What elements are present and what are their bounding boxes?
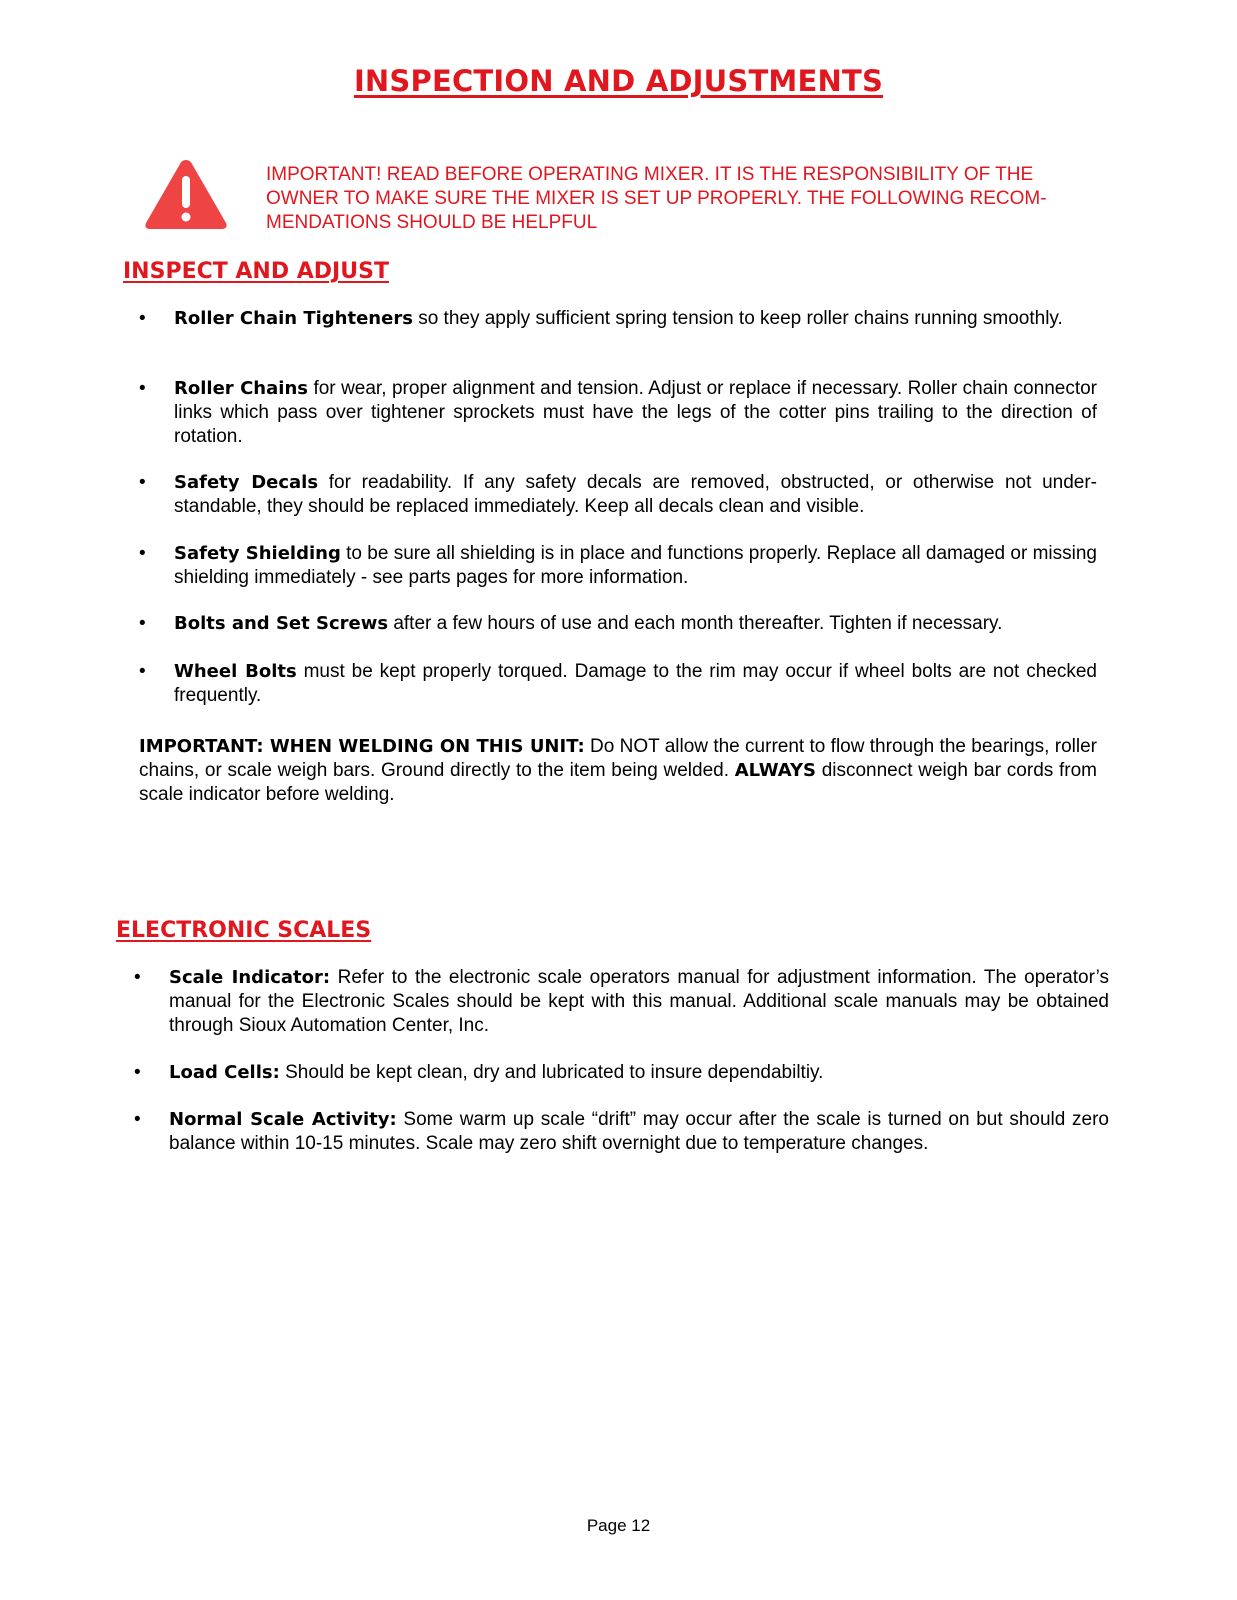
list-item: • Wheel Bolts must be kept properly torqued. Damage to the rim may occur if wheel bolts are not checked frequently. (139, 661, 1097, 706)
list-item: • Normal Scale Activity: Some warm up scale “drift” may occur after the scale is turned on but should zero balance within 10-15 minutes. Scale may zero shift overnight due to temperature changes. (134, 1109, 1109, 1154)
scales-heading: ELECTRONIC SCALES (116, 918, 372, 943)
list-item: • Bolts and Set Screws after a few hours of use and each month thereafter. Tighten if necessary. (139, 613, 1003, 634)
list-item: • Safety Shielding to be sure all shielding is in place and functions properly. Replace all damaged or missing shielding immediately - see parts pages for more information. (139, 543, 1097, 588)
page-number: Page 12 (586, 1516, 651, 1535)
welding-notice: IMPORTANT: WHEN WELDING ON THIS UNIT: Do NOT allow the current to flow through the bearings, roller chains, or scale weigh bars. Ground directly to the item being welded. ALWAYS disconnect weigh bar cords from scale indicator before welding. (139, 736, 1097, 805)
page-title: INSPECTION AND ADJUSTMENTS (353, 64, 884, 98)
list-item: • Roller Chains for wear, proper alignment and tension. Adjust or replace if necessary. Roller chain connector links which pass over tightener sprockets must have the legs of the cotter pins trailing to the direction of rotation. (139, 378, 1097, 447)
list-item: • Scale Indicator: Refer to the electronic scale operators manual for adjustment information. The operator’s manual for the Electronic Scales should be kept with this manual. Additional scale manuals may be obtained through Sioux Automation Center, Inc. (134, 967, 1109, 1036)
inspect-list (139, 307, 1097, 708)
warning-text: IMPORTANT! READ BEFORE OPERATING MIXER. IT IS THE RESPONSIBILITY OF THE OWNER TO MAKE SURE THE MIXER IS SET UP PROPERLY. THE FOLLOWING RECOM-MENDATIONS SHOULD BE HELPFUL (266, 164, 1047, 233)
inspect-heading: INSPECT AND ADJUST (123, 259, 389, 284)
list-item: • Roller Chain Tighteners so they apply sufficient spring tension to keep roller chains running smoothly. (139, 308, 1063, 329)
exclamation-triangle-icon (143, 156, 229, 232)
list-item: • Safety Decals for readability. If any safety decals are removed, obstructed, or otherwise not under-standable, they should be replaced immediately. Keep all decals clean and visible. (139, 472, 1097, 517)
scales-list (134, 966, 1109, 1156)
list-item: • Load Cells: Should be kept clean, dry and lubricated to insure dependabiltiy. (134, 1062, 824, 1083)
